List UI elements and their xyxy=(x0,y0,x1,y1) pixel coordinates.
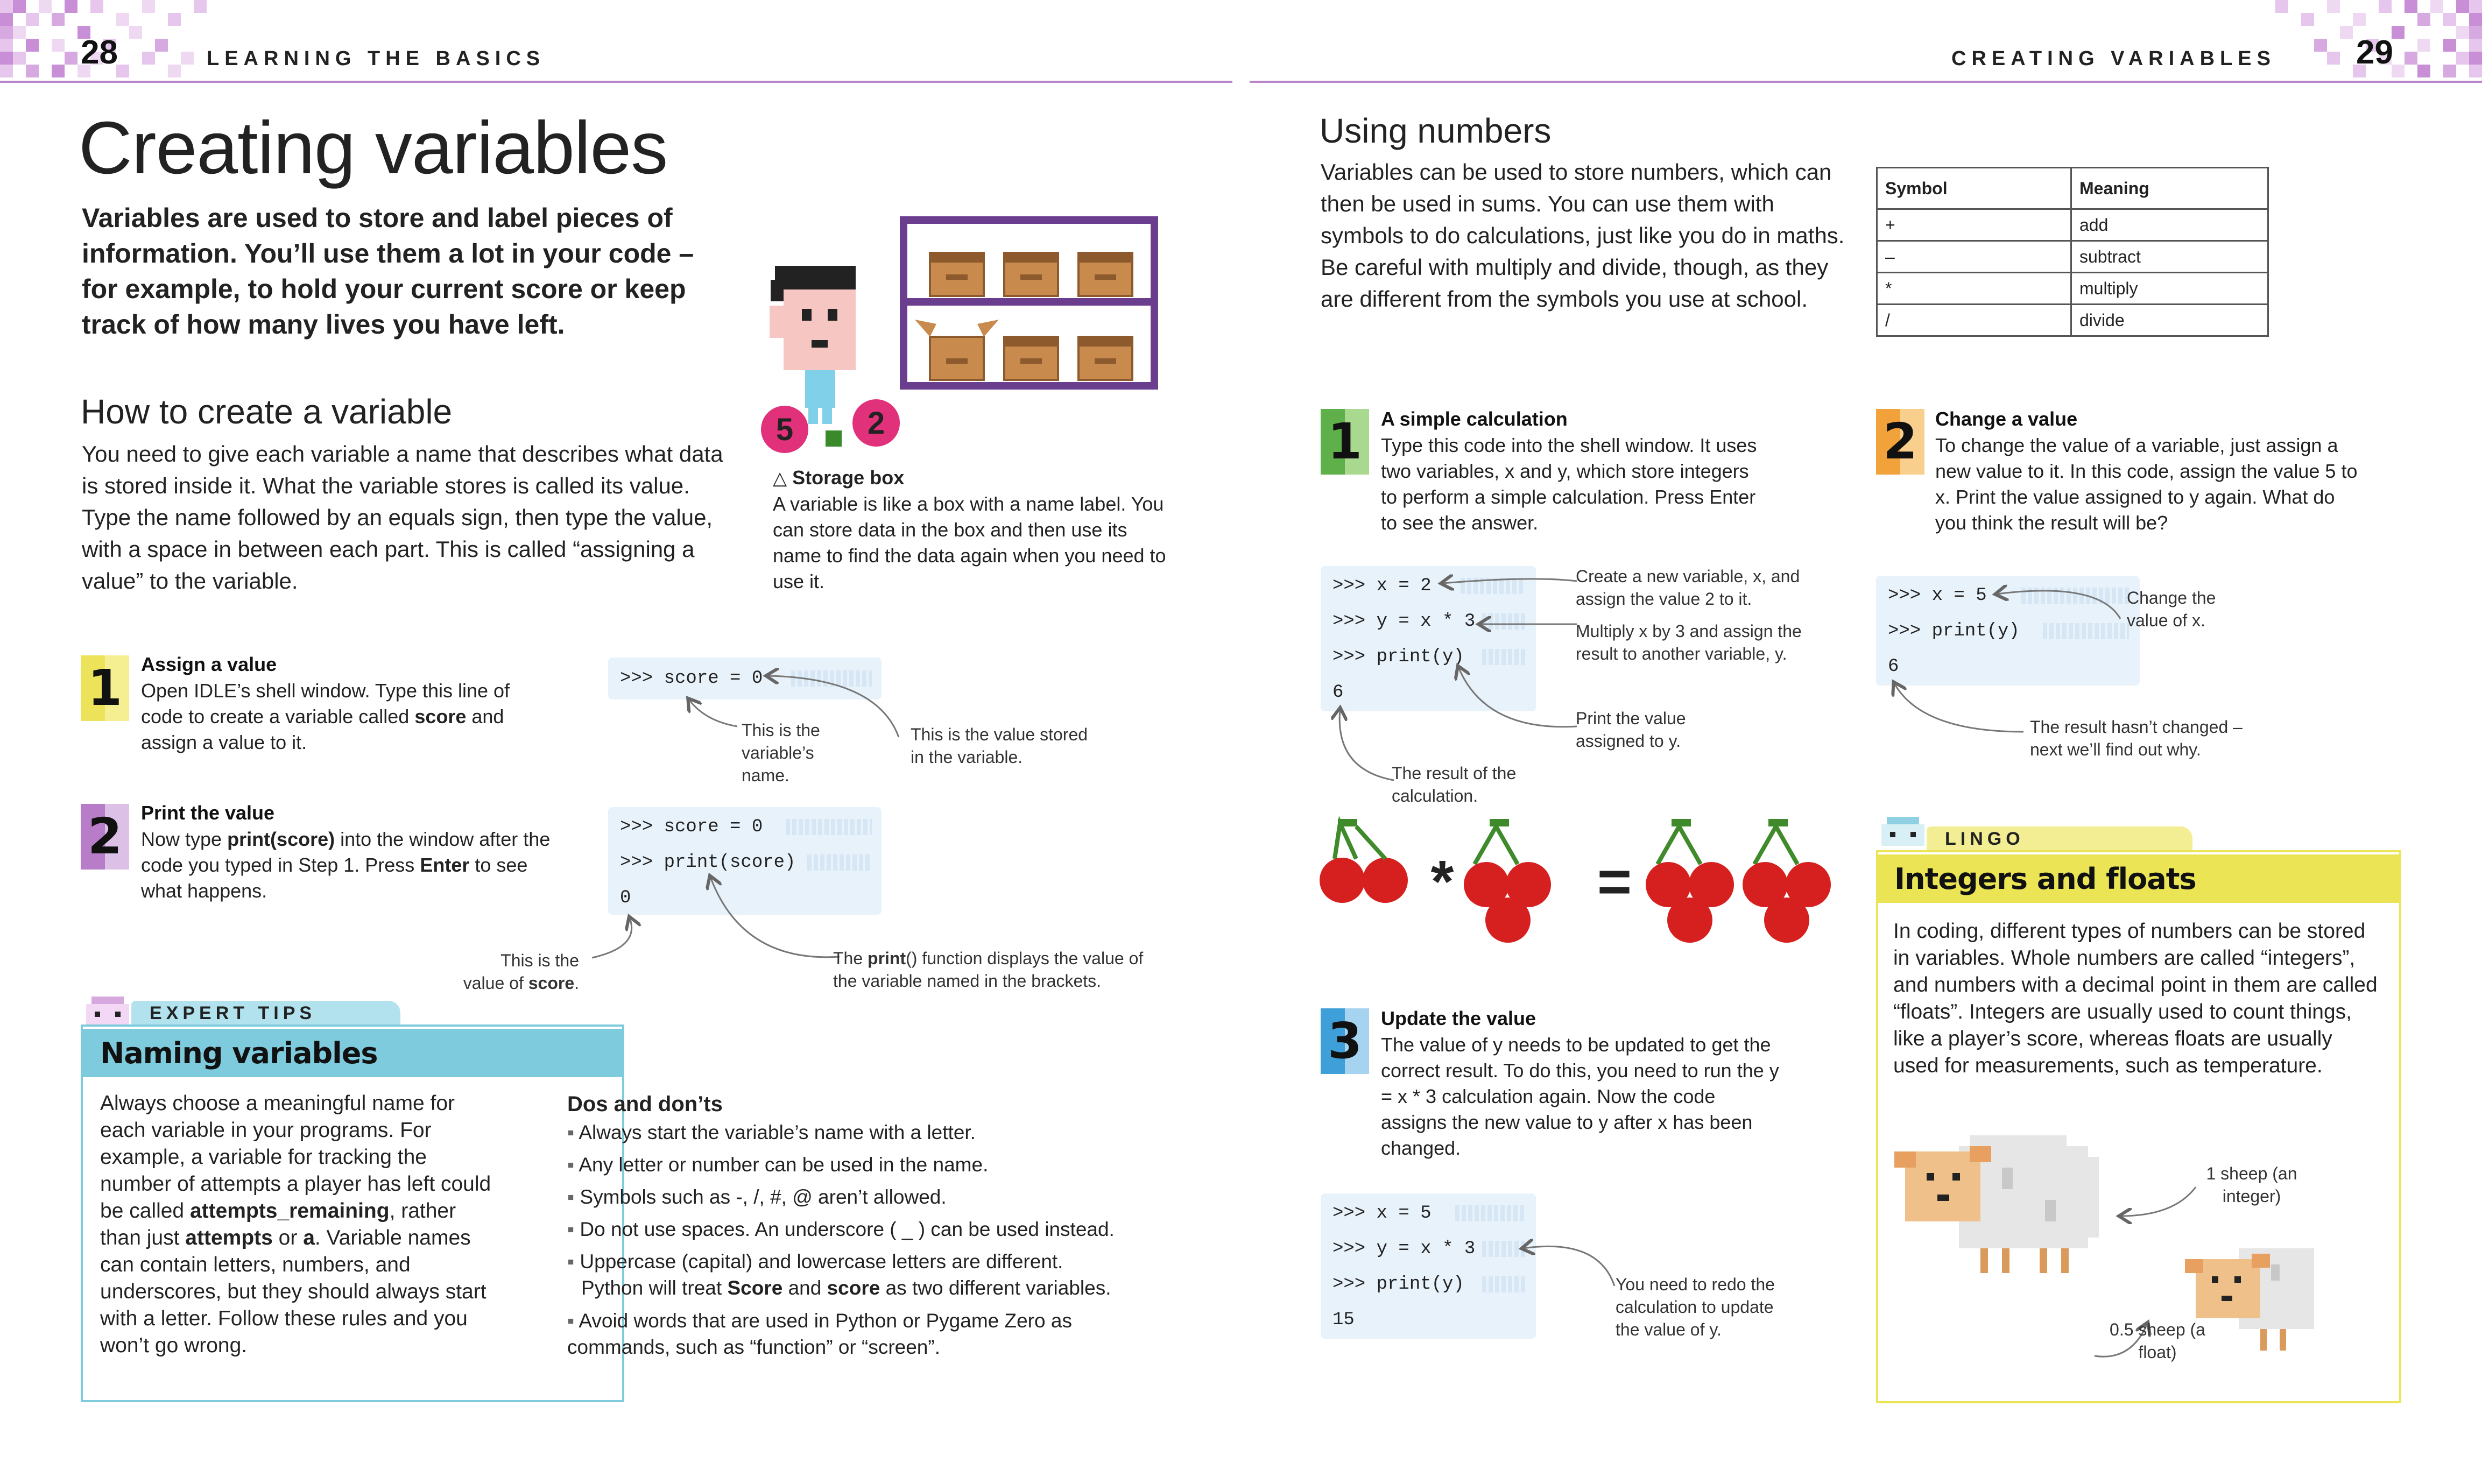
lingo-title-text: Integers and floats xyxy=(1894,862,2196,896)
right-step-2-title: Change a value xyxy=(1935,408,2078,430)
right-step-1-text: Type this code into the shell window. It uses two variables, x and y, which store integers to perform a simple calculation. Press Enter to see the answer. xyxy=(1381,434,1757,534)
storage-box-illustration xyxy=(759,209,1179,462)
storage-badge-left: 5 xyxy=(775,412,794,447)
code-line: 6 xyxy=(1332,682,1344,703)
equals-sign: = xyxy=(1597,849,1632,915)
code-line: >>> score = 0 xyxy=(620,817,763,837)
left-step-2-text-part: Now type xyxy=(141,828,228,850)
storage-badge-right: 2 xyxy=(867,406,885,441)
code-line-fade xyxy=(1455,1205,1525,1221)
sheep-float-label: 0.5 sheep (a float) xyxy=(2110,1320,2205,1362)
table-row xyxy=(1877,305,2268,336)
right-step-2-ann-1: Change the value of x. xyxy=(2127,588,2216,630)
right-step-2-badge xyxy=(1876,409,1924,475)
dos-item-5 xyxy=(567,1248,1138,1301)
cherry-pair-4 xyxy=(1743,819,1831,943)
right-step-3-text: The value of y needs to be updated to get the correct result. To do this, you need to run the y = x * 3 calculation again. Now the code assigns the new value to y after x has been changed. xyxy=(1381,1034,1779,1159)
right-step-1-ann-2: Multiply x by 3 and assign the result to another variable, y. xyxy=(1576,621,1802,663)
using-numbers-heading: Using numbers xyxy=(1320,111,1552,150)
lingo-tag-label: LINGO xyxy=(1945,829,2025,849)
right-step-2-text: To change the value of a variable, just assign a new value to it. In this code, assign the value 5 to x. Print the value assigned to y again. What do you think the result will be? xyxy=(1935,434,2358,534)
symbol-table xyxy=(1876,167,2269,337)
left-step-1-text-part: Open IDLE’s shell window. Type this line of code to create a variable called xyxy=(141,680,510,727)
dos-item-text: Symbols such as -, /, #, @ aren’t allowed. xyxy=(580,1186,947,1208)
left-step-2-title: Print the value xyxy=(141,802,275,824)
ann-part-2: () function displays the value of the variable named in the brackets. xyxy=(833,949,1144,991)
right-step-1-ann-1: Create a new variable, x, and assign the value 2 to it. xyxy=(1576,567,1800,609)
right-page-number: 29 xyxy=(2356,34,2393,71)
table-header-row xyxy=(1877,168,2268,209)
ann-bold: score xyxy=(528,973,575,993)
table-header-cell: Symbol xyxy=(1877,168,2071,209)
right-step-1-number: 1 xyxy=(1327,413,1362,470)
expert-body-part-2: , rather than just xyxy=(100,1199,456,1249)
sheep-integer-label: 1 sheep (an integer) xyxy=(2206,1164,2297,1206)
code-line: >>> x = 5 xyxy=(1332,1203,1432,1224)
lingo-body: In coding, different types of numbers can be stored in variables. Whole numbers are called “integers”, and numbers with a decimal point in them are called “floats”. Integers are usually used to count things, like a player’s score, whereas floats are usually used for measurements, such as temperature. xyxy=(1893,920,2378,1077)
left-step-1-badge xyxy=(81,655,129,721)
left-step-2-ann-score xyxy=(455,949,579,994)
dos-item-text: Uppercase (capital) and lowercase letters are different. xyxy=(580,1250,1063,1273)
table-row xyxy=(1877,241,2268,273)
left-step-1-text-part-2: and assign a value to it. xyxy=(141,705,504,753)
dos-item-4 xyxy=(567,1216,1138,1242)
right-step-3-title: Update the value xyxy=(1381,1007,1536,1029)
right-step-1-arrows xyxy=(1329,565,1588,791)
bullet-icon: ▪ xyxy=(567,1154,579,1176)
dos-item-bold: Score xyxy=(727,1277,783,1299)
storage-box-text: A variable is like a box with a name label. You can store data in the box and then use its name to find the data again when you need to use it. xyxy=(773,493,1166,592)
dos-item-text-3: and xyxy=(782,1277,827,1299)
left-step-2-ann-print xyxy=(833,947,1156,992)
right-step-3-arrow xyxy=(1501,1227,1631,1302)
left-step-2-text-part-3: to see what happens. xyxy=(141,854,528,902)
left-step-2-text-bold: print(score) xyxy=(227,828,335,850)
left-page-number: 28 xyxy=(81,34,118,71)
code-line-fade xyxy=(786,819,872,835)
expert-body-bold: attempts_remaining xyxy=(189,1199,390,1222)
left-step-2-text-bold-2: Enter xyxy=(420,854,470,876)
table-row xyxy=(1877,209,2268,241)
expert-tips-title-text: Naming variables xyxy=(100,1036,378,1070)
code-line: 6 xyxy=(1888,656,1899,677)
table-cell: / xyxy=(1877,305,2071,336)
right-step-2-ann-2: The result hasn’t changed – next we’ll find out why. xyxy=(2030,717,2243,759)
table-cell: * xyxy=(1877,273,2071,305)
lingo-robot-icon xyxy=(1876,814,1930,846)
expert-tips-title xyxy=(81,1029,624,1077)
intro-paragraph: Variables are used to store and label pieces of information. You’ll use them a lot in your code – for example, to hold your current score or keep track of how many lives you have left. xyxy=(82,203,694,340)
right-step-1-ann-4: The result of the calculation. xyxy=(1392,764,1517,805)
code-line: >>> print(y) xyxy=(1888,621,2020,641)
right-step-2-number: 2 xyxy=(1882,413,1917,470)
left-step-2-arrows xyxy=(581,866,872,974)
lingo-title xyxy=(1876,854,2401,903)
dos-item-text: Do not use spaces. An underscore ( _ ) can be used instead. xyxy=(580,1218,1115,1240)
right-running-head: CREATING VARIABLES xyxy=(1951,47,2276,70)
dos-item-bold-2: score xyxy=(827,1277,880,1299)
whole-sheep xyxy=(1894,1135,2099,1273)
code-line: >>> print(y) xyxy=(1332,1274,1464,1295)
table-cell: – xyxy=(1877,241,2071,273)
ann-part-2: . xyxy=(574,973,579,993)
dos-item-3 xyxy=(567,1184,1138,1210)
left-step-1-ann-value: This is the value stored in the variable. xyxy=(911,725,1088,767)
right-step-3-badge xyxy=(1321,1008,1369,1074)
cherry-pair-2 xyxy=(1464,819,1551,943)
code-line: >>> score = 0 xyxy=(620,668,763,689)
bullet-icon: ▪ xyxy=(567,1250,580,1273)
left-step-1-ann-name: This is the variable’s name. xyxy=(742,720,820,785)
triangle-icon: △ xyxy=(773,468,787,489)
expert-tips-body xyxy=(100,1090,498,1359)
expert-tips-tag xyxy=(131,1001,400,1024)
left-step-2-text xyxy=(141,826,561,904)
cherries-illustration xyxy=(1318,816,1857,950)
multiply-sign: * xyxy=(1430,849,1454,915)
expert-tips-tag-label: EXPERT TIPS xyxy=(150,1003,316,1023)
dos-item-text: Avoid words that are used in Python or Pygame Zero as commands, such as “function” or “screen”. xyxy=(567,1310,1072,1358)
dos-item-text: Always start the variable’s name with a letter. xyxy=(579,1121,976,1143)
right-step-3-number: 3 xyxy=(1327,1012,1362,1070)
table-cell: + xyxy=(1877,209,2071,241)
left-running-head: LEARNING THE BASICS xyxy=(207,47,546,70)
dos-item-2 xyxy=(567,1151,1138,1178)
expert-body-part-3: or xyxy=(272,1226,304,1249)
expert-body-part: Always choose a meaningful name for each variable in your programs. For example, a variable for tracking the number of attempts a player has left could be called xyxy=(100,1092,491,1222)
expert-tips-robot-icon xyxy=(81,993,135,1026)
dos-item-text-4: as two different variables. xyxy=(880,1277,1111,1299)
left-step-1-text xyxy=(141,678,518,755)
expert-body-bold-2: attempts xyxy=(185,1226,273,1249)
right-step-3-ann-1: You need to redo the calculation to update the value of y. xyxy=(1616,1275,1775,1339)
code-line: >>> y = x * 3 xyxy=(1332,1239,1476,1259)
dos-item-text: Any letter or number can be used in the name. xyxy=(579,1154,989,1176)
ann-bold: print xyxy=(868,949,906,968)
right-step-1-title: A simple calculation xyxy=(1381,408,1568,430)
header-rule-left xyxy=(0,81,1232,83)
how-to-heading: How to create a variable xyxy=(81,392,453,431)
right-step-1-ann-3: Print the value assigned to y. xyxy=(1576,709,1686,751)
bullet-icon: ▪ xyxy=(567,1310,579,1332)
dos-item-1 xyxy=(567,1119,1138,1146)
code-line: >>> print(y) xyxy=(1332,647,1464,667)
table-cell: divide xyxy=(2071,305,2268,336)
right-step-1-badge xyxy=(1321,409,1369,475)
code-line: 15 xyxy=(1332,1310,1355,1330)
left-step-1-title: Assign a value xyxy=(141,653,277,675)
code-line: >>> print(score) xyxy=(620,852,796,873)
left-step-1-text-bold: score xyxy=(414,705,467,727)
left-step-2-badge xyxy=(81,804,129,870)
dos-item-6 xyxy=(567,1308,1116,1360)
page-title: Creating variables xyxy=(79,107,668,189)
table-header-cell: Meaning xyxy=(2071,168,2268,209)
header-rule-right xyxy=(1250,81,2482,83)
table-cell: add xyxy=(2071,209,2268,241)
table-row xyxy=(1877,273,2268,305)
bullet-icon: ▪ xyxy=(567,1218,580,1240)
dos-item-text-2: Python will treat xyxy=(581,1277,728,1299)
code-line: >>> x = 2 xyxy=(1332,576,1432,596)
code-line: >>> y = x * 3 xyxy=(1332,611,1476,632)
bullet-icon: ▪ xyxy=(567,1186,580,1208)
using-numbers-body: Variables can be used to store numbers, which can then be used in sums. You can use them with symbols to do calculations, just like you do in maths. Be careful with multiply and divide, though, as they are different from the symbols you use at school. xyxy=(1321,159,1845,312)
table-cell: multiply xyxy=(2071,273,2268,305)
ann-part: This is the value of xyxy=(463,951,579,993)
code-line: >>> x = 5 xyxy=(1888,585,1987,606)
expert-body-bold-3: a xyxy=(303,1226,315,1249)
how-to-body: You need to give each variable a name that describes what data is stored inside it. What the variable stores is called its value. Type the name followed by an equals sign, then type the value, with a space in between each part. This is called “assigning a value” to the variable. xyxy=(82,441,723,593)
cherry-pair-1 xyxy=(1320,819,1408,903)
ann-part: The xyxy=(833,949,868,968)
left-step-2-text-part-2: into the window after the code you typed in Step 1. Press xyxy=(141,828,551,876)
storage-box-caption xyxy=(773,465,1171,595)
lingo-tag xyxy=(1927,826,2192,850)
expert-body-part-4: . Variable names can contain letters, numbers, and underscores, but they should always start with a letter. Follow these rules and you won’t go wrong. xyxy=(100,1226,486,1357)
code-line: 0 xyxy=(620,888,631,908)
left-step-2-number: 2 xyxy=(87,808,122,865)
dos-and-donts-title: Dos and don’ts xyxy=(567,1092,723,1116)
table-cell: subtract xyxy=(2071,241,2268,273)
cherry-pair-3 xyxy=(1646,819,1734,943)
storage-box-title: Storage box xyxy=(792,467,905,489)
left-step-1-number: 1 xyxy=(87,659,122,717)
bullet-icon: ▪ xyxy=(567,1121,579,1143)
